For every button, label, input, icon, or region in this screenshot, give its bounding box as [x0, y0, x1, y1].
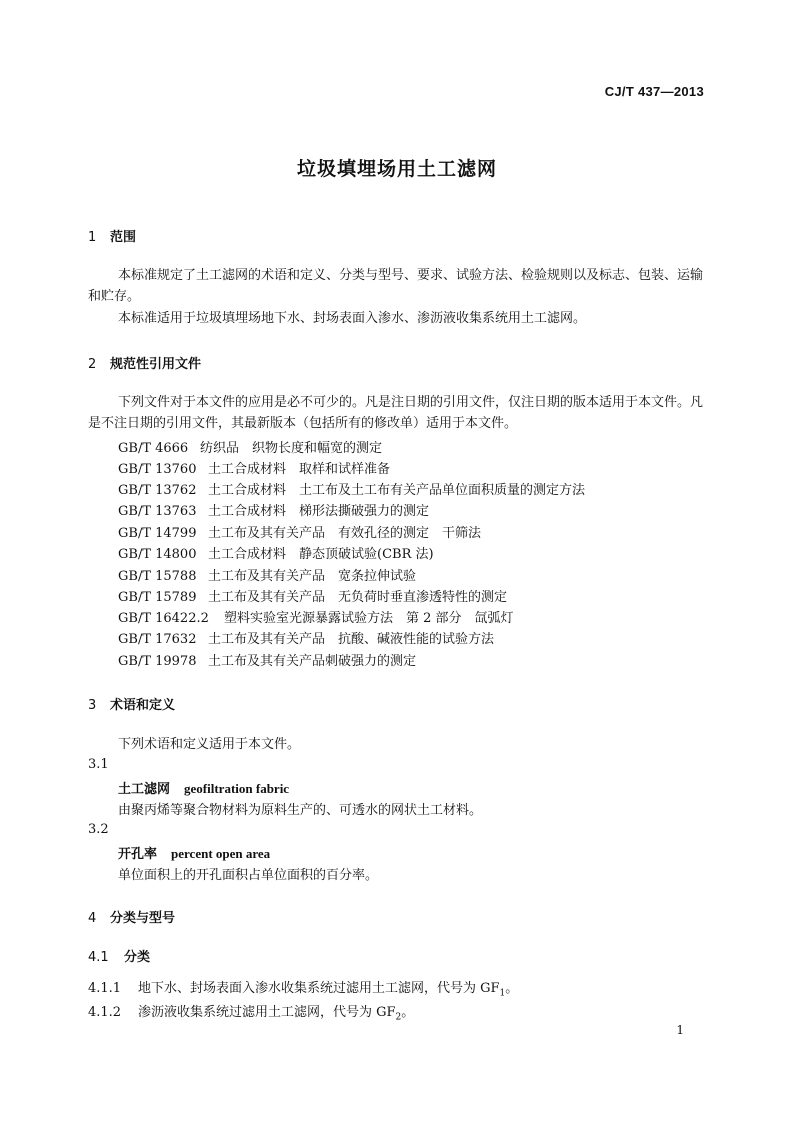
reference-code: GB/T 13763	[118, 504, 197, 519]
reference-item	[118, 437, 382, 456]
subsection-heading	[88, 946, 150, 965]
reference-item	[118, 650, 416, 669]
section-heading-terms	[88, 694, 175, 713]
section-title: 范围	[110, 230, 137, 245]
clause-text: 地下水、封场表面入渗水收集系统过滤用土工滤网，代号为 GF	[138, 981, 500, 996]
standard-code: CJ/T 437—2013	[604, 84, 704, 99]
reference-item	[118, 628, 494, 647]
clause-end: 。	[505, 981, 519, 996]
reference-item	[118, 607, 514, 626]
reference-item	[118, 586, 507, 605]
clause	[88, 977, 518, 999]
term-en: percent open area	[171, 846, 271, 861]
term-entry	[118, 843, 270, 862]
subsection-title: 分类	[124, 950, 151, 965]
reference-title: 纺织品 织物长度和幅宽的测定	[200, 441, 383, 456]
term-number: 3.1	[88, 757, 109, 772]
reference-code: GB/T 15789	[118, 590, 197, 605]
paragraph: 本标准规定了土工滤网的术语和定义、分类与型号、要求、试验方法、检验规则以及标志、包装、运输和贮存。	[88, 268, 704, 304]
reference-title: 土工布及其有关产品 有效孔径的测定 干筛法	[208, 526, 482, 541]
reference-title: 塑料实验室光源暴露试验方法 第 2 部分 氙弧灯	[224, 611, 514, 626]
reference-code: GB/T 17632	[118, 632, 197, 647]
clause-subscript: 1	[499, 988, 506, 999]
reference-code: GB/T 13760	[118, 462, 197, 477]
reference-title: 土工布及其有关产品 宽条拉伸试验	[208, 569, 417, 584]
clause-subscript: 2	[395, 1012, 402, 1023]
reference-item	[118, 543, 434, 562]
section-number: 1	[88, 230, 97, 245]
clause-text: 渗沥液收集系统过滤用土工滤网，代号为 GF	[138, 1005, 396, 1020]
reference-title: 土工合成材料 梯形法撕破强力的测定	[208, 504, 430, 519]
section-title: 分类与型号	[110, 911, 176, 926]
reference-item	[118, 458, 390, 477]
reference-title: 土工合成材料 取样和试样准备	[208, 462, 391, 477]
term-entry	[118, 778, 289, 797]
term-zh: 土工滤网	[118, 782, 171, 797]
reference-title: 土工合成材料 土工布及土工布有关产品单位面积质量的测定方法	[208, 483, 586, 498]
section-heading-normative-references	[88, 353, 201, 372]
reference-code: GB/T 4666	[118, 441, 189, 456]
paragraph: 下列术语和定义适用于本文件。	[118, 737, 301, 752]
reference-code: GB/T 14799	[118, 526, 197, 541]
term-number: 3.2	[88, 822, 109, 837]
reference-code: GB/T 15788	[118, 569, 197, 584]
reference-item	[118, 565, 416, 584]
term-definition: 单位面积上的开孔面积占单位面积的百分率。	[118, 868, 379, 883]
clause-end: 。	[401, 1005, 415, 1020]
reference-item	[118, 500, 429, 519]
section-title: 术语和定义	[110, 698, 176, 713]
reference-title: 土工布及其有关产品刺破强力的测定	[208, 654, 417, 669]
term-zh: 开孔率	[118, 847, 158, 862]
page-title: 垃圾填埋场用土工滤网	[296, 158, 497, 180]
section-number: 2	[88, 357, 97, 372]
term-definition: 由聚丙烯等聚合物材料为原料生产的、可透水的网状土工材料。	[118, 803, 483, 818]
section-title: 规范性引用文件	[110, 357, 202, 372]
section-number: 4	[88, 911, 97, 926]
reference-title: 土工布及其有关产品 抗酸、碱液性能的试验方法	[208, 632, 495, 647]
reference-item	[118, 522, 481, 541]
reference-code: GB/T 13762	[118, 483, 197, 498]
reference-title: 土工合成材料 静态顶破试验(CBR 法)	[208, 547, 434, 562]
page-number: 1	[676, 1023, 684, 1037]
reference-code: GB/T 16422.2	[118, 611, 209, 626]
reference-title: 土工布及其有关产品 无负荷时垂直渗透特性的测定	[208, 590, 508, 605]
section-number: 3	[88, 698, 97, 713]
subsection-number: 4.1	[88, 950, 109, 965]
reference-item	[118, 479, 585, 498]
term-en: geofiltration fabric	[184, 781, 290, 796]
paragraph: 下列文件对于本文件的应用是必不可少的。凡是注日期的引用文件，仅注日期的版本适用于本文件。凡是不注日期的引用文件，其最新版本（包括所有的修改单）适用于本文件。	[88, 395, 704, 431]
clause-number: 4.1.2	[88, 1005, 122, 1020]
paragraph: 本标准适用于垃圾填埋场地下水、封场表面入渗水、渗沥液收集系统用土工滤网。	[118, 311, 587, 326]
clause	[88, 1001, 414, 1023]
reference-code: GB/T 14800	[118, 547, 197, 562]
reference-code: GB/T 19978	[118, 654, 197, 669]
clause-number: 4.1.1	[88, 981, 122, 996]
section-heading-scope	[88, 226, 136, 245]
section-heading-classification	[88, 907, 175, 926]
